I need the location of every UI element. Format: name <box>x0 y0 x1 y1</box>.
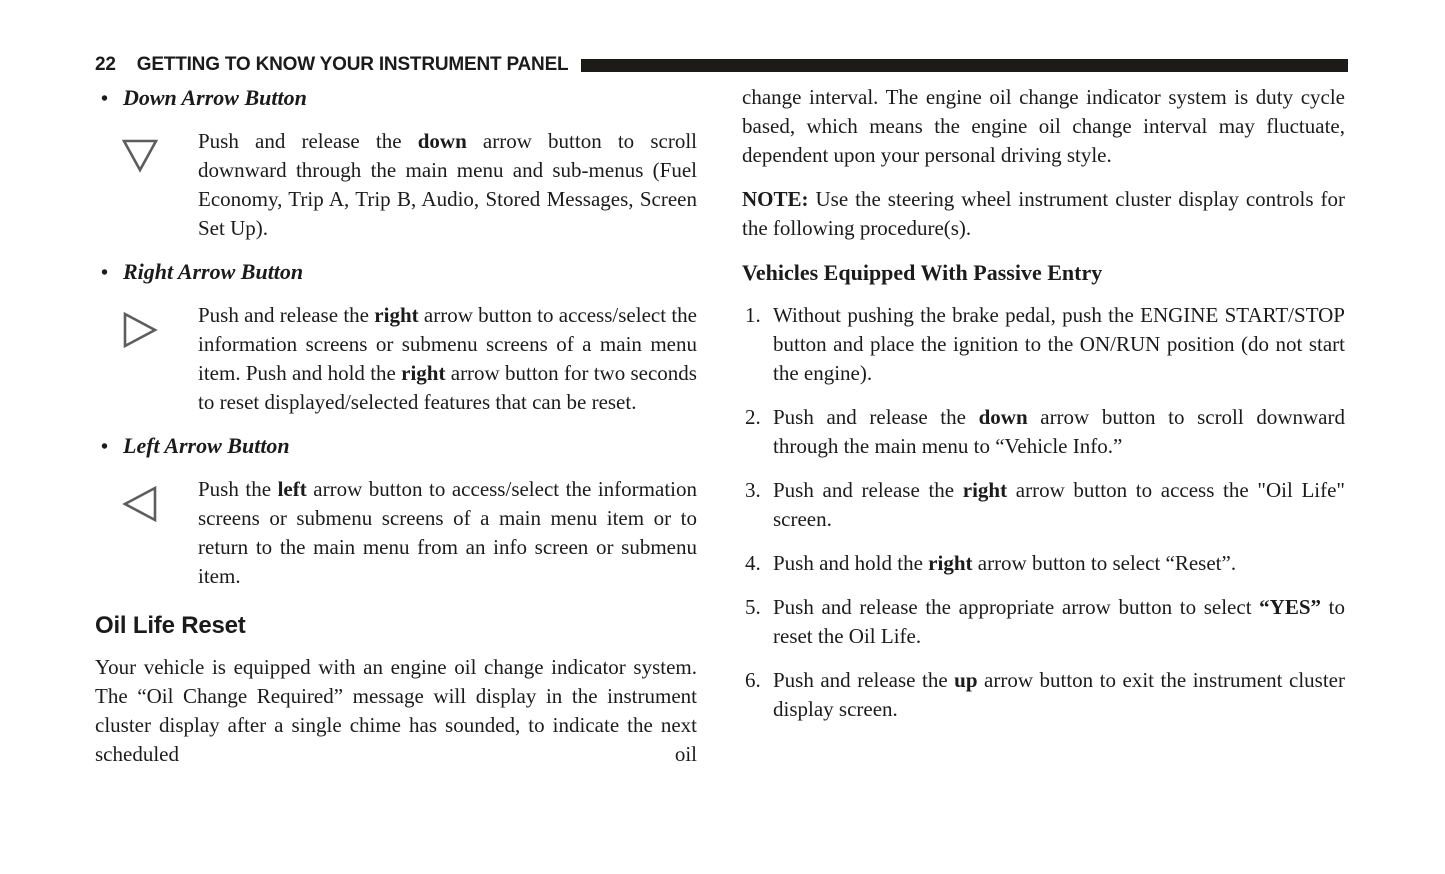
step-item-2 <box>742 403 1345 461</box>
continuation-paragraph: change interval. The engine oil change indicator system is duty cycle based, which means the engine oil change interval may fluctuate, dependent upon your personal driving style. <box>742 85 1345 167</box>
bullet-label: Left Arrow Button <box>123 433 290 458</box>
step-number: 1. <box>745 303 761 327</box>
left-arrow-description: Push the left arrow button to access/select the information screens or submenu screens of a main menu item or to return to the main menu from an info screen or submenu item. <box>198 477 697 588</box>
section-heading-oil-life-reset: Oil Life Reset <box>95 612 246 639</box>
step-number: 3. <box>745 478 761 502</box>
note-paragraph: NOTE: Use the steering wheel instrument cluster display controls for the following procedure(s). <box>742 187 1345 240</box>
two-column-layout <box>95 83 1348 769</box>
down-arrow-description: Push and release the down arrow button to scroll downward through the main menu and sub-menus (Fuel Economy, Trip A, Trip B, Audio, Stored Messages, Screen Set Up). <box>198 129 697 240</box>
step-item-6 <box>742 666 1345 724</box>
step-text: Push and release the up arrow button to exit the instrument cluster display screen. <box>773 668 1345 721</box>
triangle-left-icon <box>120 485 160 523</box>
bullet-icon: • <box>101 436 109 458</box>
step-number: 2. <box>745 405 761 429</box>
page-header <box>95 52 1348 78</box>
bullet-item-down-arrow <box>101 83 697 114</box>
step-text: Push and hold the right arrow button to select “Reset”. <box>773 551 1237 575</box>
step-number: 6. <box>745 668 761 692</box>
bullet-item-left-arrow <box>101 431 697 462</box>
left-column <box>95 83 697 769</box>
triangle-right-icon <box>120 311 160 349</box>
step-text: Without pushing the brake pedal, push the ENGINE START/STOP button and place the ignition to the ON/RUN position (do not start the engine). <box>773 303 1345 385</box>
step-text: Push and release the appropriate arrow button to select “YES” to reset the Oil Life. <box>773 595 1345 648</box>
right-arrow-description-block <box>198 301 697 417</box>
step-item-1 <box>742 301 1345 388</box>
page-number: 22 <box>95 54 116 75</box>
page-title: GETTING TO KNOW YOUR INSTRUMENT PANEL <box>136 54 569 75</box>
step-number: 4. <box>745 551 761 575</box>
passive-entry-steps <box>742 301 1345 724</box>
step-text: Push and release the right arrow button to access the "Oil Life" screen. <box>773 478 1345 531</box>
step-item-3 <box>742 476 1345 534</box>
right-arrow-description: Push and release the right arrow button to access/select the information screens or submenu screens of a main menu item. Push and hold the right arrow button for two seconds to reset displayed/selected features that can be reset. <box>198 303 697 414</box>
subheading-passive-entry: Vehicles Equipped With Passive Entry <box>742 260 1103 285</box>
bullet-label: Down Arrow Button <box>123 85 307 110</box>
step-item-4 <box>742 549 1345 578</box>
bullet-icon: • <box>101 262 109 284</box>
left-arrow-description-block <box>198 475 697 591</box>
bullet-label: Right Arrow Button <box>123 259 304 284</box>
down-arrow-description-block <box>198 127 697 243</box>
step-item-5 <box>742 593 1345 651</box>
triangle-down-icon <box>120 137 160 175</box>
right-column <box>742 83 1345 769</box>
header-rule-bar <box>581 59 1348 72</box>
step-text: Push and release the down arrow button to scroll downward through the main menu to “Vehicle Info.” <box>773 405 1345 458</box>
step-number: 5. <box>745 595 761 619</box>
bullet-icon: • <box>101 88 109 110</box>
oil-life-reset-paragraph: Your vehicle is equipped with an engine oil change indicator system. The “Oil Change Required” message will display in the instrument cluster display after a single chime has sounded, to indicate the next scheduled oil <box>95 655 697 766</box>
bullet-item-right-arrow <box>101 257 697 288</box>
